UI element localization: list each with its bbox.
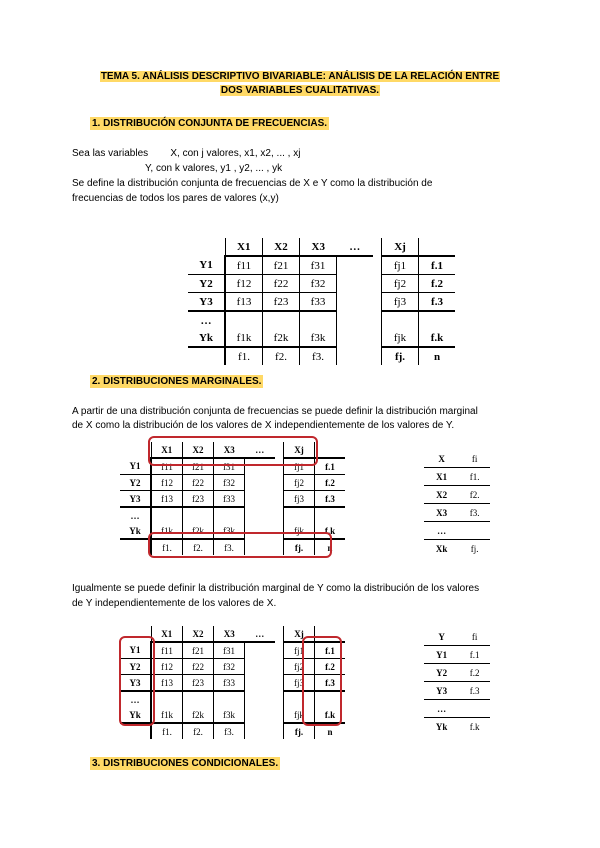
section-1-line-c: Se define la distribución conjunta de frecuencias de X e Y como la distribución de — [72, 178, 433, 189]
row-header-y: Yk — [120, 707, 151, 723]
ellipsis-col-cell — [245, 659, 276, 675]
column-total-cell: fj. — [284, 539, 315, 555]
frequency-cell: f23 — [183, 675, 214, 692]
marginal-y-row-value: f.1 — [459, 646, 490, 664]
col-header-total — [419, 238, 456, 256]
row-header-y: Y1 — [188, 256, 225, 275]
row-header-y: … — [120, 691, 151, 707]
frequency-cell: f1k — [225, 329, 263, 347]
marginal-y-table — [424, 628, 490, 735]
row-total-cell: f.2 — [419, 275, 456, 293]
gap-cell — [373, 256, 382, 275]
marginal-x-header-freq: fi — [471, 453, 478, 464]
marginal-y-row-value: f.k — [459, 718, 490, 736]
gap-cell — [275, 642, 284, 659]
row-total-cell: f.2 — [315, 475, 346, 491]
section-2-heading-text: 2. DISTRIBUCIONES MARGINALES. — [92, 376, 262, 387]
col-header-total — [315, 442, 346, 458]
frequency-cell: f12 — [225, 275, 263, 293]
column-total-cell: f3. — [214, 539, 245, 555]
frequency-cell: fjk — [382, 329, 419, 347]
marginal-y-labels-highlight — [119, 636, 155, 726]
ellipsis-col-cell — [245, 642, 276, 659]
frequency-cell — [284, 507, 315, 523]
joint-frequency-table — [188, 238, 455, 365]
section-1-line-a: Sea las variables X, con j valores, x1, x2, ... , xj — [72, 148, 301, 159]
frequency-cell: f11 — [151, 458, 183, 475]
column-total-cell: f3. — [300, 347, 337, 365]
row-total-cell: f.k — [419, 329, 456, 347]
corner-cell — [120, 442, 151, 458]
frequency-cell: fj2 — [284, 659, 315, 675]
frequency-cell — [300, 311, 337, 329]
col-header-x: X1 — [151, 626, 183, 642]
frequency-cell: fj2 — [382, 275, 419, 293]
gap-cell — [275, 491, 284, 508]
gap-cell — [275, 691, 284, 707]
ellipsis-col-cell — [337, 275, 374, 293]
frequency-cell: fj3 — [382, 293, 419, 312]
frequency-cell: f31 — [214, 458, 245, 475]
frequency-cell: f3k — [214, 707, 245, 723]
marginal-y-totals-highlight — [302, 636, 342, 726]
frequency-cell: f23 — [263, 293, 300, 312]
ellipsis-col-cell — [245, 691, 276, 707]
marginal-y-row-label: Yk — [424, 718, 459, 736]
frequency-cell: f11 — [225, 256, 263, 275]
row-header-y: … — [188, 311, 225, 329]
ellipsis-col-cell — [337, 347, 374, 365]
gap-cell — [275, 659, 284, 675]
row-total-cell: f.3 — [315, 675, 346, 692]
ellipsis-col-cell — [245, 491, 276, 508]
marginal-x-totals-highlight — [148, 532, 332, 558]
row-total-cell: f.1 — [315, 458, 346, 475]
gap-cell — [275, 507, 284, 523]
row-header-y: Y2 — [120, 659, 151, 675]
ellipsis-col-cell — [245, 675, 276, 692]
row-total-cell: f.2 — [315, 659, 346, 675]
marginal-y-row-label: Y2 — [424, 664, 459, 682]
frequency-cell — [183, 691, 214, 707]
col-header-x: X3 — [300, 238, 337, 256]
gap-cell — [275, 675, 284, 692]
frequency-cell: fjk — [284, 707, 315, 723]
gap-cell — [275, 626, 284, 642]
frequency-cell: fj3 — [284, 675, 315, 692]
marginal-y-row-label: … — [424, 700, 459, 718]
gap-cell — [373, 311, 382, 329]
column-total-cell: f2. — [183, 723, 214, 739]
frequency-cell — [214, 691, 245, 707]
col-header-x: X2 — [183, 442, 214, 458]
frequency-cell: fj1 — [284, 642, 315, 659]
frequency-cell: f3k — [300, 329, 337, 347]
ellipsis-col-cell — [337, 329, 374, 347]
marginal-y-header-freq: fi — [471, 631, 478, 642]
frequency-cell: f3k — [214, 523, 245, 539]
gap-cell — [373, 329, 382, 347]
row-total-cell — [315, 507, 346, 523]
gap-cell — [275, 707, 284, 723]
frequency-cell: f22 — [263, 275, 300, 293]
ellipsis-col-cell — [245, 507, 276, 523]
totals-label — [120, 539, 151, 555]
frequency-cell: f21 — [183, 458, 214, 475]
ellipsis-col-cell — [337, 256, 374, 275]
frequency-cell: f12 — [151, 475, 183, 491]
frequency-cell: f21 — [263, 256, 300, 275]
row-header-y: Y3 — [120, 491, 151, 508]
frequency-cell: f23 — [183, 491, 214, 508]
marginal-x-header-highlight — [148, 436, 318, 466]
section-2-para-2b: de Y independientemente de los valores de X. — [72, 598, 277, 609]
marginal-x-header-var: X — [438, 453, 445, 464]
frequency-cell: f11 — [151, 642, 183, 659]
row-total-cell: f.k — [315, 707, 346, 723]
row-header-y: Y1 — [120, 642, 151, 659]
frequency-cell: f12 — [151, 659, 183, 675]
frequency-cell: fj1 — [284, 458, 315, 475]
section-2-para-1b: de X como la distribución de los valores de X independientemente de los valores de Y. — [72, 420, 455, 431]
row-header-y: Y2 — [188, 275, 225, 293]
gap-cell — [373, 275, 382, 293]
corner-cell — [188, 238, 225, 256]
grand-total-cell: n — [315, 723, 346, 739]
frequency-cell: f33 — [214, 675, 245, 692]
frequency-cell: f2k — [263, 329, 300, 347]
marginal-x-row-label: … — [424, 522, 459, 540]
frequency-cell: f1k — [151, 707, 183, 723]
frequency-cell: f1k — [151, 523, 183, 539]
gap-cell — [373, 347, 382, 365]
col-header-ellipsis: … — [245, 626, 276, 642]
col-header-xj: Xj — [284, 442, 315, 458]
column-total-cell: f1. — [151, 539, 183, 555]
frequency-cell: f31 — [214, 642, 245, 659]
frequency-cell: f21 — [183, 642, 214, 659]
ellipsis-col-cell — [245, 723, 276, 739]
row-header-y: Y1 — [120, 458, 151, 475]
frequency-cell: f2k — [183, 707, 214, 723]
section-2-para-2a: Igualmente se puede definir la distribución marginal de Y como la distribución de los valores — [72, 583, 480, 594]
frequency-cell — [214, 507, 245, 523]
marginal-y-header-var: Y — [438, 631, 445, 642]
marginal-y-row-label: Y3 — [424, 682, 459, 700]
section-1-line-d: frecuencias de todos los pares de valores (x,y) — [72, 193, 279, 204]
col-header-ellipsis: … — [337, 238, 374, 256]
row-header-y: Y3 — [120, 675, 151, 692]
gap-cell — [373, 238, 382, 256]
row-total-cell — [419, 311, 456, 329]
frequency-cell — [183, 507, 214, 523]
col-header-xj: Xj — [284, 626, 315, 642]
frequency-cell: f13 — [151, 675, 183, 692]
col-header-ellipsis: … — [245, 442, 276, 458]
column-total-cell: f2. — [183, 539, 214, 555]
frequency-cell: fj2 — [284, 475, 315, 491]
column-total-cell: f1. — [151, 723, 183, 739]
row-total-cell: f.1 — [419, 256, 456, 275]
frequency-cell: f33 — [300, 293, 337, 312]
title-line-1: TEMA 5. ANÁLISIS DESCRIPTIVO BIVARIABLE: ANÁLISIS DE LA RELACIÓN ENTRE — [100, 71, 500, 82]
marginal-x-table — [424, 450, 490, 557]
marginal-x-row-label: Xk — [424, 540, 459, 558]
frequency-cell: f32 — [300, 275, 337, 293]
col-header-x: X1 — [151, 442, 183, 458]
grand-total-cell: n — [419, 347, 456, 365]
col-header-xj: Xj — [382, 238, 419, 256]
column-total-cell: fj. — [284, 723, 315, 739]
section-3-heading — [90, 758, 280, 769]
frequency-cell: fj1 — [382, 256, 419, 275]
section-1-heading-text: 1. DISTRIBUCIÓN CONJUNTA DE FRECUENCIAS. — [92, 118, 328, 129]
ellipsis-col-cell — [337, 293, 374, 312]
marginal-x-row-value — [459, 522, 490, 540]
row-header-y: … — [120, 507, 151, 523]
frequency-cell: f13 — [151, 491, 183, 508]
marginal-x-row-label: X2 — [424, 486, 459, 504]
gap-cell — [275, 723, 284, 739]
marginal-y-row-value — [459, 700, 490, 718]
document-title — [0, 70, 600, 98]
row-total-cell: f.3 — [419, 293, 456, 312]
section-2-para-1a: A partir de una distribución conjunta de frecuencias se puede definir la distribución marginal — [72, 406, 478, 417]
marginal-x-row-label: X1 — [424, 468, 459, 486]
marginal-x-row-value: fj. — [459, 540, 490, 558]
frequency-cell — [151, 691, 183, 707]
col-header-x: X1 — [225, 238, 263, 256]
ellipsis-col-cell — [245, 707, 276, 723]
frequency-cell: fj3 — [284, 491, 315, 508]
frequency-cell: f22 — [183, 475, 214, 491]
grand-total-cell: n — [315, 539, 346, 555]
row-total-cell: f.1 — [315, 642, 346, 659]
column-total-cell: f1. — [225, 347, 263, 365]
frequency-cell: fjk — [284, 523, 315, 539]
totals-label — [188, 347, 225, 365]
frequency-cell — [151, 507, 183, 523]
row-header-y: Y2 — [120, 475, 151, 491]
marginal-x-row-value: f1. — [459, 468, 490, 486]
section-3-heading-text: 3. DISTRIBUCIONES CONDICIONALES. — [92, 758, 279, 769]
row-total-cell: f.k — [315, 523, 346, 539]
frequency-cell: f13 — [225, 293, 263, 312]
frequency-cell: f2k — [183, 523, 214, 539]
marginal-y-row-label: Y1 — [424, 646, 459, 664]
col-header-x: X3 — [214, 626, 245, 642]
frequency-cell: f32 — [214, 659, 245, 675]
column-total-cell: f2. — [263, 347, 300, 365]
frequency-cell — [263, 311, 300, 329]
marginal-x-row-label: X3 — [424, 504, 459, 522]
marginal-x-row-value: f2. — [459, 486, 490, 504]
marginal-x-row-value: f3. — [459, 504, 490, 522]
frequency-cell: f22 — [183, 659, 214, 675]
row-total-cell: f.3 — [315, 491, 346, 508]
column-total-cell: fj. — [382, 347, 419, 365]
section-1-line-b: Y, con k valores, y1 , y2, ... , yk — [145, 163, 283, 174]
row-header-y: Y3 — [188, 293, 225, 312]
col-header-x: X2 — [263, 238, 300, 256]
col-header-x: X2 — [183, 626, 214, 642]
frequency-cell — [225, 311, 263, 329]
gap-cell — [373, 293, 382, 312]
frequency-cell: f33 — [214, 491, 245, 508]
frequency-cell: f31 — [300, 256, 337, 275]
frequency-cell — [382, 311, 419, 329]
row-header-y: Yk — [188, 329, 225, 347]
title-line-2: DOS VARIABLES CUALITATIVAS. — [220, 85, 380, 96]
frequency-cell: f32 — [214, 475, 245, 491]
column-total-cell: f3. — [214, 723, 245, 739]
col-header-x: X3 — [214, 442, 245, 458]
gap-cell — [275, 475, 284, 491]
section-1-heading — [90, 118, 329, 129]
row-header-y: Yk — [120, 523, 151, 539]
ellipsis-col-cell — [337, 311, 374, 329]
ellipsis-col-cell — [245, 475, 276, 491]
section-2-heading — [90, 376, 263, 387]
marginal-y-row-value: f.3 — [459, 682, 490, 700]
marginal-y-row-value: f.2 — [459, 664, 490, 682]
